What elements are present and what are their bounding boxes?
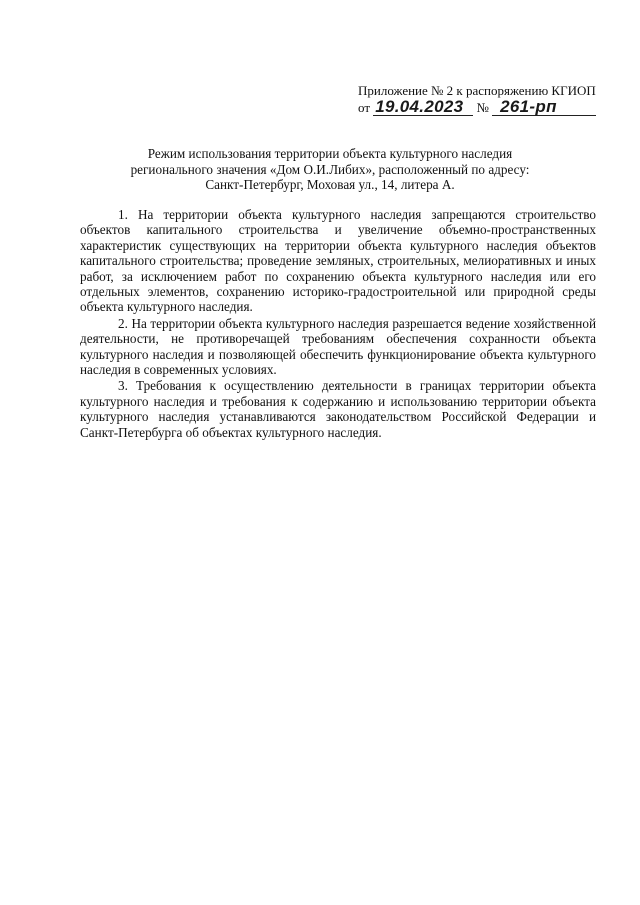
paragraph-1: 1. На территории объекта культурного наследия запрещаются строительство объектов капитального строительства и увеличение объемно-пространственных характеристик существующих на территории объекта культурного наследия объектов капитального строительства; проведение земляных, строительных, мелиоративных и иных работ, за исключением работ по сохранению объекта культурного наследия или его отдельных элементов, сохранению историко-градостроительной или природной среды объекта культурного наследия. (80, 207, 596, 315)
title-line-3: Санкт-Петербург, Моховая ул., 14, литера А. (205, 177, 455, 192)
title-line-2: регионального значения «Дом О.И.Либих», расположенный по адресу: (130, 161, 530, 177)
title-line-1: Режим использования территории объекта культурного наследия (147, 146, 513, 161)
order-date-field (373, 99, 473, 116)
order-date-number-line (358, 99, 598, 119)
number-sign: № (476, 100, 489, 115)
from-prefix: от (358, 100, 371, 115)
appendix-header (358, 82, 598, 119)
order-date-handwritten: 19.04.2023 (375, 97, 464, 116)
appendix-reference: Приложение № 2 к распоряжению КГИОП (358, 83, 596, 98)
document-body (80, 207, 596, 440)
paragraph-3: 3. Требования к осуществлению деятельности в границах территории объекта культурного наследия и требования к содержанию и использованию территории объекта культурного наследия устанавливаются законодательством Российской Федерации и Санкт-Петербурга об объектах культурного наследия. (80, 378, 596, 440)
paragraph-2: 2. На территории объекта культурного наследия разрешается ведение хозяйственной деятельности, не противоречащей требованиям обеспечения сохранности объекта культурного наследия и позволяющей обеспечить функционирование объекта культурного наследия в современных условиях. (80, 315, 596, 378)
order-number-field (492, 99, 596, 116)
order-number-handwritten: 261-рп (500, 97, 557, 116)
document-title (60, 146, 600, 193)
